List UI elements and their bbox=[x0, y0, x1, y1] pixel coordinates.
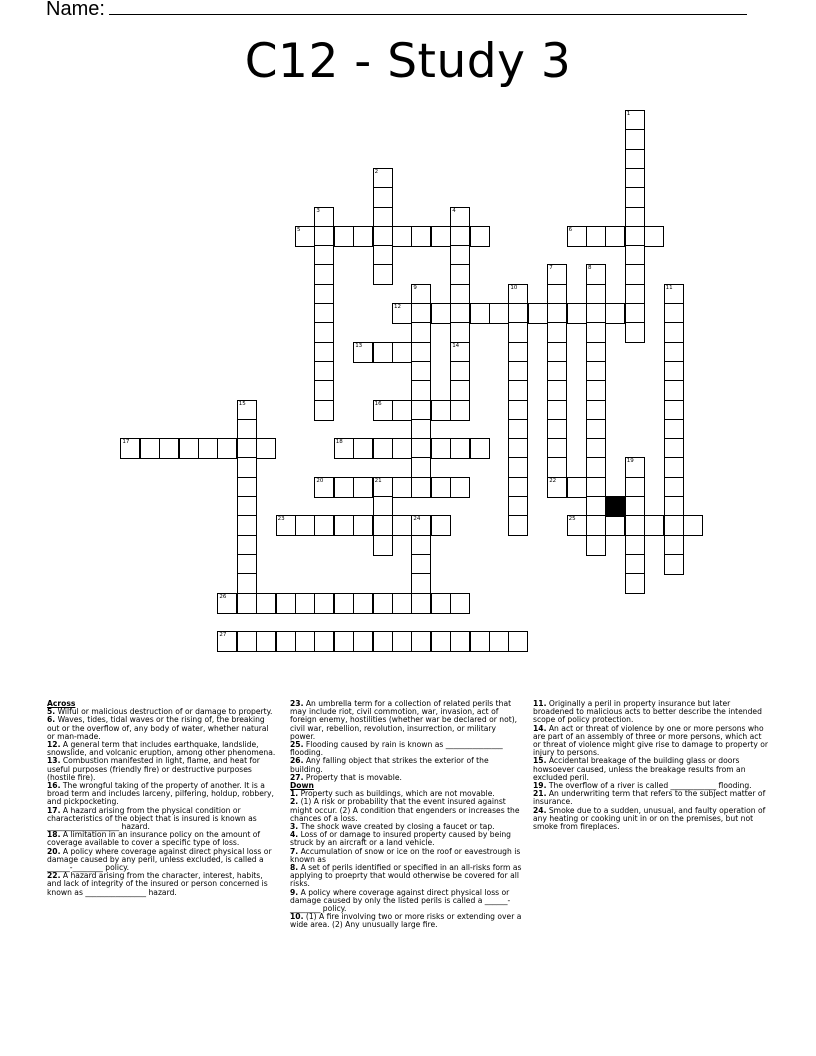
grid-cell[interactable] bbox=[586, 535, 606, 556]
grid-cell[interactable] bbox=[567, 477, 587, 498]
grid-cell[interactable] bbox=[567, 515, 587, 536]
grid-cell[interactable] bbox=[547, 380, 567, 401]
grid-cell[interactable] bbox=[334, 593, 354, 614]
grid-cell[interactable] bbox=[547, 264, 567, 285]
grid-cell[interactable] bbox=[353, 438, 373, 459]
grid-cell[interactable] bbox=[586, 496, 606, 517]
grid-cell[interactable] bbox=[450, 303, 470, 324]
grid-cell[interactable] bbox=[664, 303, 684, 324]
grid-cell[interactable] bbox=[431, 400, 451, 421]
grid-cell[interactable] bbox=[353, 342, 373, 363]
clue-across-23: 23. An umbrella term for a collection of related perils that may include riot, civil commotion, war, invasion, act of foreign enemy, hostilities (whether war be declared or not), civil war, rebellion, revolution, insurrection, or military power. bbox=[290, 699, 518, 741]
grid-cell[interactable] bbox=[625, 129, 645, 150]
grid-cell[interactable] bbox=[664, 438, 684, 459]
grid-cell[interactable] bbox=[237, 419, 257, 440]
grid-cell[interactable] bbox=[411, 477, 431, 498]
grid-cell[interactable] bbox=[411, 573, 431, 594]
grid-number-25: 25 bbox=[568, 516, 576, 523]
grid-cell[interactable] bbox=[295, 593, 315, 614]
grid-cell[interactable] bbox=[450, 226, 470, 247]
grid-cell[interactable] bbox=[625, 226, 645, 247]
grid-cell[interactable] bbox=[314, 284, 334, 305]
grid-number-1: 1 bbox=[626, 111, 631, 117]
grid-cell[interactable] bbox=[508, 322, 528, 343]
grid-cell[interactable] bbox=[256, 631, 276, 652]
grid-cell[interactable] bbox=[392, 631, 412, 652]
grid-cell[interactable] bbox=[547, 361, 567, 382]
clue-down-3: 3. The shock wave created by closing a faucet or tap. bbox=[290, 822, 495, 832]
clue-across-6: 6. Waves, tides, tidal waves or the rising of, the breaking out or the overflow of, any body of water, whether natural or man-made. bbox=[47, 715, 269, 741]
grid-cell[interactable] bbox=[683, 515, 703, 536]
grid-cell[interactable] bbox=[334, 631, 354, 652]
grid-cell[interactable] bbox=[586, 380, 606, 401]
clue-down-14: 14. An act or threat of violence by one or more persons who are part of an assembly of three or more persons, which act or threat of violence might give rise to damage to property or injury to persons. bbox=[533, 723, 768, 758]
grid-cell[interactable] bbox=[373, 438, 393, 459]
grid-number-24: 24 bbox=[413, 516, 421, 523]
grid-cell[interactable] bbox=[450, 322, 470, 343]
grid-cell[interactable] bbox=[373, 168, 393, 189]
grid-cell[interactable] bbox=[644, 515, 664, 536]
grid-number-21: 21 bbox=[374, 477, 382, 484]
grid-cell[interactable] bbox=[392, 303, 412, 324]
grid-number-12: 12 bbox=[394, 304, 401, 310]
grid-cell[interactable] bbox=[586, 400, 606, 421]
grid-cell[interactable] bbox=[625, 284, 645, 305]
grid-cell[interactable] bbox=[450, 245, 470, 266]
grid-cell[interactable] bbox=[586, 226, 606, 247]
grid-cell[interactable] bbox=[625, 322, 645, 343]
grid-cell[interactable] bbox=[450, 207, 470, 228]
grid-cell[interactable] bbox=[586, 303, 606, 324]
grid-cell[interactable] bbox=[237, 593, 257, 614]
grid-cell[interactable] bbox=[353, 226, 373, 247]
clue-across-20: 20. A policy where coverage against direct physical loss or damage caused by any peril, unless excluded, is called a ______-________ policy. bbox=[47, 846, 272, 873]
clue-across-17: 17. A hazard arising from the physical condition or characteristics of the object that is insured is known as ___________________ hazard. bbox=[47, 805, 257, 832]
clue-across-26: 26. Any falling object that strikes the exterior of the building. bbox=[290, 756, 489, 774]
grid-cell[interactable] bbox=[314, 477, 334, 498]
grid-cell[interactable] bbox=[373, 631, 393, 652]
clue-down-21: 21. An underwriting term that refers to the subject matter of insurance. bbox=[533, 789, 766, 807]
grid-cell[interactable] bbox=[431, 515, 451, 536]
grid-cell[interactable] bbox=[411, 284, 431, 305]
grid-cell[interactable] bbox=[314, 226, 334, 247]
grid-cell[interactable] bbox=[450, 284, 470, 305]
grid-number-23: 23 bbox=[277, 516, 285, 523]
grid-cell[interactable] bbox=[411, 322, 431, 343]
grid-cell[interactable] bbox=[237, 477, 257, 498]
grid-number-2: 2 bbox=[374, 168, 379, 175]
grid-cell[interactable] bbox=[664, 477, 684, 498]
grid-cell[interactable] bbox=[411, 361, 431, 382]
grid-cell[interactable] bbox=[625, 573, 645, 594]
clue-down-11: 11. Originally a peril in property insurance but later broadened to malicious acts to better describe the intended scope of policy protection. bbox=[533, 699, 762, 725]
grid-number-27: 27 bbox=[219, 632, 227, 639]
grid-cell[interactable] bbox=[625, 207, 645, 228]
grid-cell[interactable] bbox=[256, 438, 276, 459]
grid-cell[interactable] bbox=[179, 438, 199, 459]
grid-cell[interactable] bbox=[489, 631, 509, 652]
grid-cell[interactable] bbox=[411, 400, 431, 421]
grid-cell[interactable] bbox=[605, 226, 625, 247]
grid-cell[interactable] bbox=[431, 631, 451, 652]
grid-cell[interactable] bbox=[334, 438, 354, 459]
grid-number-11: 11 bbox=[665, 284, 673, 291]
grid-cell[interactable] bbox=[586, 419, 606, 440]
clues-column-1 bbox=[47, 700, 277, 897]
grid-number-6: 6 bbox=[568, 226, 573, 233]
grid-cell[interactable] bbox=[431, 477, 451, 498]
grid-cell[interactable] bbox=[314, 631, 334, 652]
grid-cell[interactable] bbox=[237, 496, 257, 517]
grid-cell[interactable] bbox=[314, 264, 334, 285]
grid-cell[interactable] bbox=[625, 187, 645, 208]
grid-cell[interactable] bbox=[625, 477, 645, 498]
grid-cell[interactable] bbox=[547, 284, 567, 305]
clue-down-7: 7. Accumulation of snow or ice on the roof or eavestrough is known as bbox=[290, 846, 521, 864]
grid-cell[interactable] bbox=[450, 400, 470, 421]
grid-cell[interactable] bbox=[644, 226, 664, 247]
grid-cell[interactable] bbox=[508, 419, 528, 440]
grid-cell[interactable] bbox=[586, 322, 606, 343]
grid-cell[interactable] bbox=[295, 631, 315, 652]
grid-cell[interactable] bbox=[470, 438, 490, 459]
grid-cell[interactable] bbox=[411, 631, 431, 652]
grid-cell[interactable] bbox=[392, 515, 412, 536]
grid-cell[interactable] bbox=[586, 438, 606, 459]
grid-cell[interactable] bbox=[625, 303, 645, 324]
grid-cell[interactable] bbox=[431, 438, 451, 459]
clue-down-15: 15. Accidental breakage of the building glass or doors howsoever caused, unless the breakage results from an excluded peril. bbox=[533, 756, 746, 782]
name-label: Name: bbox=[46, 0, 105, 20]
grid-cell[interactable] bbox=[373, 264, 393, 285]
grid-cell[interactable] bbox=[237, 515, 257, 536]
grid-cell[interactable] bbox=[586, 361, 606, 382]
grid-cell[interactable] bbox=[508, 303, 528, 324]
grid-cell[interactable] bbox=[625, 245, 645, 266]
grid-cell[interactable] bbox=[508, 631, 528, 652]
grid-cell[interactable] bbox=[450, 380, 470, 401]
grid-cell[interactable] bbox=[450, 477, 470, 498]
grid-cell[interactable] bbox=[431, 593, 451, 614]
grid-cell[interactable] bbox=[470, 631, 490, 652]
grid-cell[interactable] bbox=[547, 438, 567, 459]
clue-across-27: 27. Property that is movable. bbox=[290, 772, 402, 782]
grid-cell[interactable] bbox=[605, 303, 625, 324]
grid-cell[interactable] bbox=[237, 535, 257, 556]
grid-number-8: 8 bbox=[588, 265, 592, 272]
grid-cell[interactable] bbox=[373, 245, 393, 266]
grid-cell[interactable] bbox=[547, 400, 567, 421]
grid-number-22: 22 bbox=[549, 477, 557, 484]
grid-cell[interactable] bbox=[450, 438, 470, 459]
grid-cell[interactable] bbox=[411, 342, 431, 363]
grid-cell[interactable] bbox=[217, 593, 237, 614]
grid-cell[interactable] bbox=[295, 226, 315, 247]
grid-cell[interactable] bbox=[392, 400, 412, 421]
grid-cell[interactable] bbox=[625, 515, 645, 536]
grid-cell[interactable] bbox=[605, 515, 625, 536]
grid-number-20: 20 bbox=[316, 477, 324, 484]
grid-cell[interactable] bbox=[373, 593, 393, 614]
grid-cell[interactable] bbox=[411, 226, 431, 247]
grid-cell[interactable] bbox=[237, 573, 257, 594]
grid-cell[interactable] bbox=[334, 226, 354, 247]
clue-across-18: 18. A limitation in an insurance policy on the amount of coverage available to cover a specific type of loss. bbox=[47, 830, 261, 848]
grid-number-4: 4 bbox=[452, 207, 456, 214]
grid-cell[interactable] bbox=[508, 284, 528, 305]
grid-cell[interactable] bbox=[508, 496, 528, 517]
grid-cell[interactable] bbox=[431, 303, 451, 324]
grid-cell[interactable] bbox=[411, 419, 431, 440]
grid-cell[interactable] bbox=[528, 303, 548, 324]
grid-cell[interactable] bbox=[664, 554, 684, 575]
grid-cell[interactable] bbox=[586, 342, 606, 363]
grid-cell[interactable] bbox=[508, 400, 528, 421]
grid-number-13: 13 bbox=[355, 342, 363, 349]
grid-cell[interactable] bbox=[140, 438, 160, 459]
grid-cell[interactable] bbox=[217, 438, 237, 459]
grid-cell[interactable] bbox=[450, 342, 470, 363]
grid-cell[interactable] bbox=[237, 457, 257, 478]
grid-cell[interactable] bbox=[664, 284, 684, 305]
grid-number-9: 9 bbox=[413, 284, 417, 291]
clue-down-8: 8. A set of perils identified or specified in an all-risks form as applying to proeprty that would otherwise be covered for all risks. bbox=[290, 863, 522, 889]
grid-number-26: 26 bbox=[219, 593, 227, 600]
grid-cell[interactable] bbox=[664, 342, 684, 363]
grid-cell[interactable] bbox=[392, 342, 412, 363]
grid-cell[interactable] bbox=[508, 438, 528, 459]
grid-cell[interactable] bbox=[664, 322, 684, 343]
clue-down-2: 2. (1) A risk or probability that the event insured against might occur. (2) A condition that engenders or increases the chances of a loss. bbox=[290, 797, 520, 823]
grid-cell[interactable] bbox=[411, 380, 431, 401]
grid-cell[interactable] bbox=[586, 284, 606, 305]
grid-cell[interactable] bbox=[314, 361, 334, 382]
grid-number-5: 5 bbox=[297, 226, 301, 233]
grid-cell[interactable] bbox=[237, 400, 257, 421]
grid-cell[interactable] bbox=[314, 400, 334, 421]
grid-cell[interactable] bbox=[586, 457, 606, 478]
clue-down-10: 10. (1) A fire involving two or more risks or extending over a wide area. (2) Any unusually large fire. bbox=[290, 912, 522, 930]
grid-number-15: 15 bbox=[238, 400, 246, 407]
grid-cell[interactable] bbox=[392, 438, 412, 459]
grid-block-cell bbox=[605, 496, 625, 517]
down-heading: Down bbox=[290, 781, 314, 791]
grid-cell[interactable] bbox=[256, 593, 276, 614]
grid-cell[interactable] bbox=[353, 593, 373, 614]
grid-number-7: 7 bbox=[549, 265, 553, 272]
grid-cell[interactable] bbox=[586, 477, 606, 498]
grid-cell[interactable] bbox=[625, 264, 645, 285]
grid-number-19: 19 bbox=[626, 458, 634, 465]
grid-cell[interactable] bbox=[547, 342, 567, 363]
grid-cell[interactable] bbox=[276, 515, 296, 536]
grid-cell[interactable] bbox=[373, 535, 393, 556]
grid-number-14: 14 bbox=[452, 342, 460, 349]
clue-across-13: 13. Combustion manifested in light, flame, and heat for useful purposes (friendly fire) or destructive purposes (hostile fire). bbox=[47, 756, 260, 782]
clues-column-3 bbox=[533, 700, 769, 831]
grid-cell[interactable] bbox=[625, 168, 645, 189]
grid-cell[interactable] bbox=[411, 515, 431, 536]
grid-cell[interactable] bbox=[392, 593, 412, 614]
grid-cell[interactable] bbox=[664, 457, 684, 478]
grid-cell[interactable] bbox=[547, 419, 567, 440]
grid-cell[interactable] bbox=[314, 207, 334, 228]
clue-across-22: 22. A hazard arising from the character, interest, habits, and lack of integrity of the insured or person concerned is known as ________________ hazard. bbox=[47, 871, 268, 897]
grid-cell[interactable] bbox=[586, 515, 606, 536]
grid-cell[interactable] bbox=[625, 149, 645, 170]
grid-cell[interactable] bbox=[450, 264, 470, 285]
grid-cell[interactable] bbox=[392, 226, 412, 247]
grid-cell[interactable] bbox=[373, 187, 393, 208]
grid-cell[interactable] bbox=[508, 477, 528, 498]
grid-cell[interactable] bbox=[334, 515, 354, 536]
grid-cell[interactable] bbox=[450, 631, 470, 652]
grid-cell[interactable] bbox=[547, 303, 567, 324]
grid-number-10: 10 bbox=[510, 284, 518, 291]
grid-cell[interactable] bbox=[664, 400, 684, 421]
across-heading: Across bbox=[47, 699, 76, 708]
clue-across-16: 16. The wrongful taking of the property of another. It is a broad term and includes larceny, pilfering, holdup, robbery, and pickpocketing. bbox=[47, 781, 274, 807]
grid-cell[interactable] bbox=[508, 380, 528, 401]
grid-cell[interactable] bbox=[373, 207, 393, 228]
grid-number-17: 17 bbox=[122, 439, 130, 446]
grid-cell[interactable] bbox=[353, 631, 373, 652]
grid-cell[interactable] bbox=[373, 342, 393, 363]
grid-cell[interactable] bbox=[411, 535, 431, 556]
grid-cell[interactable] bbox=[373, 477, 393, 498]
grid-cell[interactable] bbox=[547, 477, 567, 498]
grid-cell[interactable] bbox=[314, 342, 334, 363]
grid-cell[interactable] bbox=[508, 342, 528, 363]
grid-cell[interactable] bbox=[237, 438, 257, 459]
grid-cell[interactable] bbox=[237, 554, 257, 575]
grid-cell[interactable] bbox=[373, 515, 393, 536]
grid-cell[interactable] bbox=[567, 303, 587, 324]
grid-cell[interactable] bbox=[470, 226, 490, 247]
grid-cell[interactable] bbox=[450, 593, 470, 614]
grid-number-16: 16 bbox=[374, 400, 382, 407]
grid-cell[interactable] bbox=[411, 303, 431, 324]
grid-cell[interactable] bbox=[547, 322, 567, 343]
grid-cell[interactable] bbox=[664, 496, 684, 517]
grid-cell[interactable] bbox=[625, 110, 645, 131]
grid-number-3: 3 bbox=[316, 207, 320, 214]
clue-across-12: 12. A general term that includes earthquake, landslide, snowslide, and volcanic eruption, among other phenomena. bbox=[47, 740, 276, 758]
grid-cell[interactable] bbox=[237, 631, 257, 652]
grid-cell[interactable] bbox=[625, 535, 645, 556]
grid-cell[interactable] bbox=[411, 438, 431, 459]
grid-cell[interactable] bbox=[276, 631, 296, 652]
grid-cell[interactable] bbox=[411, 593, 431, 614]
grid-cell[interactable] bbox=[353, 515, 373, 536]
page-title: C12 - Study 3 bbox=[244, 34, 572, 89]
grid-cell[interactable] bbox=[664, 419, 684, 440]
grid-cell[interactable] bbox=[411, 554, 431, 575]
clue-down-24: 24. Smoke due to a sudden, unusual, and faulty operation of any heating or cooking unit in or on the premises, but not smoke from fireplaces. bbox=[533, 805, 766, 832]
grid-cell[interactable] bbox=[431, 226, 451, 247]
grid-number-18: 18 bbox=[335, 439, 343, 446]
clue-down-9: 9. A policy where coverage against direct physical loss or damage caused by only the listed perils is called a ______-________ policy. bbox=[290, 887, 511, 914]
grid-cell[interactable] bbox=[625, 554, 645, 575]
grid-cell[interactable] bbox=[159, 438, 179, 459]
clue-across-5: 5. Wilful or malicious destruction of or damage to property. bbox=[47, 707, 273, 717]
clue-down-1: 1. Property such as buildings, which are not movable. bbox=[290, 789, 495, 799]
grid-cell[interactable] bbox=[664, 515, 684, 536]
grid-cell[interactable] bbox=[489, 303, 509, 324]
grid-cell[interactable] bbox=[314, 322, 334, 343]
grid-cell[interactable] bbox=[373, 496, 393, 517]
grid-cell[interactable] bbox=[373, 400, 393, 421]
grid-cell[interactable] bbox=[625, 496, 645, 517]
grid-cell[interactable] bbox=[334, 477, 354, 498]
grid-cell[interactable] bbox=[508, 457, 528, 478]
grid-cell[interactable] bbox=[664, 361, 684, 382]
grid-cell[interactable] bbox=[586, 264, 606, 285]
grid-cell[interactable] bbox=[547, 457, 567, 478]
clues-column-2 bbox=[290, 700, 522, 930]
grid-cell[interactable] bbox=[450, 361, 470, 382]
grid-cell[interactable] bbox=[625, 457, 645, 478]
grid-cell[interactable] bbox=[508, 515, 528, 536]
grid-cell[interactable] bbox=[314, 303, 334, 324]
grid-cell[interactable] bbox=[295, 515, 315, 536]
grid-cell[interactable] bbox=[664, 380, 684, 401]
grid-cell[interactable] bbox=[567, 226, 587, 247]
grid-cell[interactable] bbox=[120, 438, 140, 459]
grid-cell[interactable] bbox=[353, 477, 373, 498]
grid-cell[interactable] bbox=[314, 515, 334, 536]
grid-cell[interactable] bbox=[276, 593, 296, 614]
grid-cell[interactable] bbox=[314, 245, 334, 266]
grid-cell[interactable] bbox=[314, 380, 334, 401]
clue-across-25: 25. Flooding caused by rain is known as _______________ flooding. bbox=[290, 740, 503, 758]
grid-cell[interactable] bbox=[198, 438, 218, 459]
clue-down-4: 4. Loss of or damage to insured property caused by being struck by an aircraft or a land vehicle. bbox=[290, 830, 511, 848]
grid-cell[interactable] bbox=[314, 593, 334, 614]
grid-cell[interactable] bbox=[392, 477, 412, 498]
grid-cell[interactable] bbox=[217, 631, 237, 652]
grid-cell[interactable] bbox=[470, 303, 490, 324]
grid-cell[interactable] bbox=[664, 535, 684, 556]
clue-down-19: 19. The overflow of a river is called ____________ flooding. bbox=[533, 781, 752, 791]
grid-cell[interactable] bbox=[508, 361, 528, 382]
grid-cell[interactable] bbox=[411, 457, 431, 478]
grid-cell[interactable] bbox=[373, 226, 393, 247]
